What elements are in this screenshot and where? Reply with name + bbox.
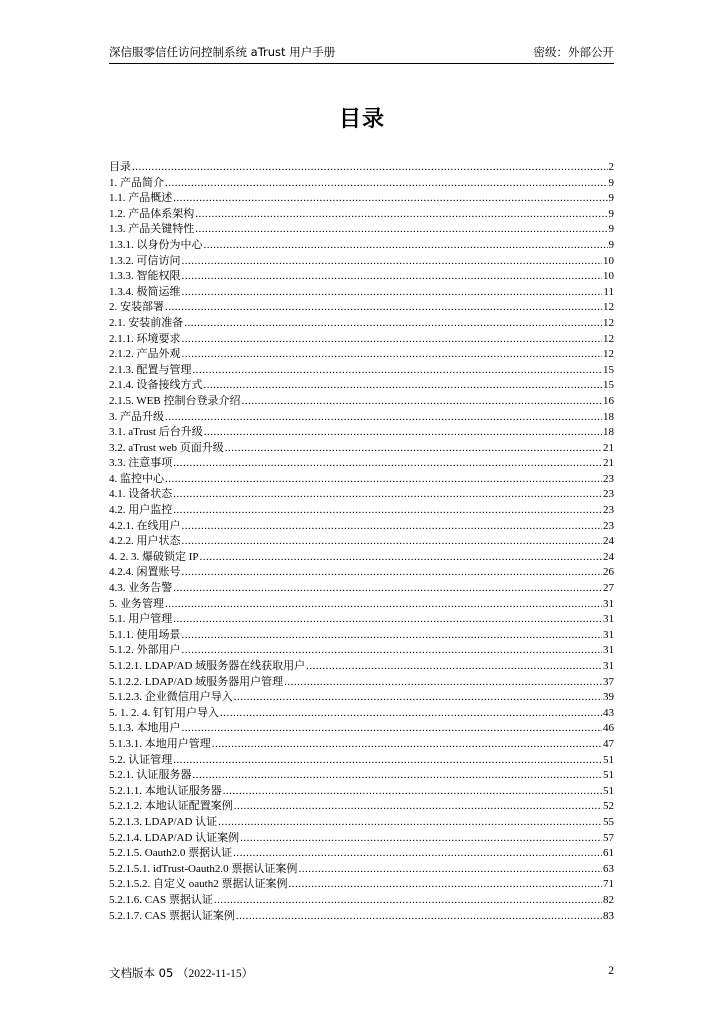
toc-dot-leader: [182, 269, 603, 285]
toc-entry-page: 10: [603, 270, 614, 283]
toc-entry-title: 5.1.2.3. 企业微信用户导入: [109, 691, 233, 704]
toc-entry[interactable]: [109, 846, 614, 862]
toc-entry[interactable]: [109, 519, 614, 535]
toc-dot-leader: [220, 706, 602, 722]
toc-dot-leader: [223, 784, 602, 800]
toc-entry[interactable]: [109, 503, 614, 519]
toc-entry-page: 51: [603, 753, 614, 766]
toc-dot-leader: [173, 191, 607, 207]
toc-entry-title: 5.1.2.1. LDAP/AD 域服务器在线获取用户: [109, 660, 306, 672]
toc-dot-leader: [195, 222, 607, 238]
toc-dot-leader: [173, 456, 602, 472]
toc-entry[interactable]: [109, 425, 614, 441]
toc-entry-title: 5. 1. 2. 4. 钉钉用户导入: [109, 706, 219, 719]
toc-entry-title: 5.2.1.5.2. 自定义 oauth2 票据认证案例: [109, 878, 288, 891]
toc-entry-title: 3.2. aTrust web 页面升级: [109, 441, 224, 454]
toc-entry[interactable]: [109, 893, 614, 909]
toc-dot-leader: [236, 909, 602, 925]
toc-dot-leader: [242, 394, 603, 410]
toc-dot-leader: [288, 877, 602, 893]
toc-entry-title: 4.2.1. 在线用户: [109, 519, 181, 532]
toc-entry[interactable]: [109, 191, 614, 207]
toc-entry-title: 1.2. 产品体系架构: [109, 207, 195, 220]
page-header: [109, 44, 614, 64]
toc-entry-title: 1. 产品简介: [109, 176, 164, 189]
toc-entry-title: 4. 监控中心: [109, 472, 164, 485]
toc-dot-leader: [212, 737, 602, 753]
toc-entry-page: 52: [603, 800, 614, 813]
toc-entry-title: 5.2.1.5.1. idTrust-Oauth2.0 票据认证案例: [109, 862, 298, 875]
toc-entry-page: 12: [603, 301, 614, 314]
toc-entry-title: 3. 产品升级: [109, 410, 164, 423]
toc-dot-leader: [214, 893, 602, 909]
toc-entry[interactable]: [109, 565, 614, 581]
toc-dot-leader: [182, 643, 603, 659]
toc-dot-leader: [173, 487, 602, 503]
toc-entry-title: 1.3.1. 以身份为中心: [109, 238, 203, 251]
toc-entry-page: 23: [603, 504, 614, 517]
toc-dot-leader: [182, 534, 603, 550]
toc-entry-page: 12: [603, 348, 614, 361]
toc-dot-leader: [165, 410, 602, 426]
toc-entry[interactable]: [109, 768, 614, 784]
toc-entry-page: 51: [603, 769, 614, 782]
toc-entry-title: 5.1.1. 使用场景: [109, 628, 181, 641]
toc-entry-title: 2.1.3. 配置与管理: [109, 363, 192, 376]
toc-entry-page: 43: [603, 706, 614, 719]
toc-dot-leader: [184, 316, 602, 332]
toc-entry-title: 5.1.3. 本地用户: [109, 722, 181, 735]
toc-entry[interactable]: [109, 628, 614, 644]
document-date: （2022-11-15）: [176, 968, 254, 980]
toc-dot-leader: [306, 659, 602, 675]
page-footer: [109, 965, 614, 981]
toc-entry-page: 11: [603, 285, 614, 298]
toc-entry-title: 5.2. 认证管理: [109, 753, 173, 766]
toc-entry[interactable]: [109, 269, 614, 285]
toc-entry-page: 24: [603, 550, 614, 563]
toc-dot-leader: [132, 160, 608, 176]
toc-entry[interactable]: [109, 612, 614, 628]
toc-dot-leader: [204, 238, 608, 254]
toc-entry[interactable]: [109, 690, 614, 706]
toc-entry[interactable]: [109, 815, 614, 831]
toc-dot-leader: [193, 363, 603, 379]
toc-dot-leader: [182, 347, 603, 363]
toc-entry-title: 5.2.1.1. 本地认证服务器: [109, 784, 222, 797]
toc-entry[interactable]: [109, 550, 614, 566]
toc-entry-page: 57: [603, 831, 614, 844]
toc-entry-page: 83: [603, 909, 614, 922]
toc-entry-title: 5.1.2. 外部用户: [109, 644, 181, 657]
toc-entry-title: 4. 2. 3. 爆破锁定 IP: [109, 550, 199, 563]
toc-entry-title: 4.2.2. 用户状态: [109, 535, 181, 548]
toc-entry-page: 23: [603, 519, 614, 532]
toc-entry[interactable]: [109, 487, 614, 503]
toc-entry-page: 12: [603, 332, 614, 345]
toc-dot-leader: [234, 799, 602, 815]
toc-entry-title: 目录: [109, 161, 131, 173]
toc-entry-page: 21: [603, 457, 614, 470]
toc-dot-leader: [204, 378, 603, 394]
toc-entry[interactable]: [109, 254, 614, 270]
toc-entry[interactable]: [109, 909, 614, 925]
toc-entry[interactable]: [109, 659, 614, 675]
toc-dot-leader: [225, 441, 602, 457]
toc-entry-title: 5.2.1.4. LDAP/AD 认证案例: [109, 831, 240, 844]
toc-entry-page: 31: [603, 644, 614, 657]
footer-version-block: [109, 965, 253, 981]
toc-entry[interactable]: [109, 831, 614, 847]
toc-entry[interactable]: [109, 363, 614, 379]
toc-entry-page: 82: [603, 893, 614, 906]
toc-dot-leader: [240, 831, 602, 847]
toc-entry-page: 47: [603, 737, 614, 750]
toc-entry[interactable]: [109, 410, 614, 426]
toc-entry[interactable]: [109, 784, 614, 800]
toc-entry-title: 2.1.5. WEB 控制台登录介绍: [109, 394, 241, 407]
toc-entry-title: 2.1.1. 环境要求: [109, 332, 181, 345]
toc-entry[interactable]: [109, 706, 614, 722]
toc-entry-page: 21: [603, 441, 614, 454]
page-number: 2: [608, 965, 614, 977]
toc-entry-title: 4.2. 用户监控: [109, 504, 173, 517]
toc-entry[interactable]: [109, 378, 614, 394]
toc-entry[interactable]: [109, 207, 614, 223]
toc-dot-leader: [298, 862, 602, 878]
toc-entry[interactable]: [109, 300, 614, 316]
classification-label: 密级：外部公开: [533, 45, 614, 59]
toc-entry-page: 31: [603, 628, 614, 641]
toc-entry[interactable]: [109, 581, 614, 597]
toc-entry[interactable]: [109, 737, 614, 753]
toc-entry-title: 1.3.2. 可信访问: [109, 254, 181, 267]
toc-entry[interactable]: [109, 597, 614, 613]
toc-entry-page: 63: [603, 862, 614, 875]
toc-dot-leader: [173, 581, 602, 597]
toc-entry-page: 24: [603, 535, 614, 548]
toc-entry-page: 37: [603, 675, 614, 688]
toc-entry-title: 5.1. 用户管理: [109, 613, 173, 626]
toc-entry-title: 3.3. 注意事项: [109, 457, 173, 470]
toc-entry-title: 2.1.4. 设备接线方式: [109, 379, 203, 392]
toc-dot-leader: [218, 815, 602, 831]
toc-dot-leader: [165, 472, 602, 488]
toc-dot-leader: [182, 285, 603, 301]
toc-entry[interactable]: [109, 862, 614, 878]
toc-entry[interactable]: [109, 753, 614, 769]
toc-entry[interactable]: [109, 316, 614, 332]
toc-entry-page: 15: [603, 379, 614, 392]
toc-entry-page: 46: [603, 722, 614, 735]
toc-entry-title: 5.1.2.2. LDAP/AD 域服务器用户管理: [109, 675, 284, 688]
toc-dot-leader: [233, 846, 602, 862]
toc-entry-title: 4.1. 设备状态: [109, 488, 173, 501]
toc-entry-page: 16: [603, 394, 614, 407]
toc-dot-leader: [204, 425, 602, 441]
toc-entry-title: 5. 业务管理: [109, 597, 164, 610]
toc-entry-page: 55: [603, 815, 614, 828]
toc-entry-title: 1.3.4. 极简运维: [109, 285, 181, 298]
toc-entry-page: 12: [603, 316, 614, 329]
toc-entry-title: 2.1. 安装前准备: [109, 316, 184, 329]
toc-entry-title: 5.2.1.2. 本地认证配置案例: [109, 800, 233, 813]
toc-entry-page: 31: [603, 597, 614, 610]
toc-dot-leader: [182, 721, 603, 737]
toc-entry-page: 26: [603, 566, 614, 579]
toc-entry-title: 3.1. aTrust 后台升级: [109, 426, 203, 439]
toc-dot-leader: [182, 332, 603, 348]
toc-entry-page: 31: [603, 613, 614, 626]
toc-dot-leader: [234, 690, 602, 706]
toc-entry-title: 4.3. 业务告警: [109, 582, 173, 595]
toc-entry[interactable]: [109, 721, 614, 737]
toc-entry-page: 9: [608, 176, 614, 189]
toc-entry-page: 2: [608, 161, 614, 173]
toc-entry[interactable]: [109, 675, 614, 691]
toc-dot-leader: [182, 254, 603, 270]
toc-dot-leader: [182, 519, 603, 535]
toc-entry-title: 2.1.2. 产品外观: [109, 348, 181, 361]
toc-entry-title: 5.1.3.1. 本地用户管理: [109, 737, 211, 750]
toc-entry-title: 5.2.1.5. Oauth2.0 票据认证: [109, 847, 233, 860]
toc-dot-leader: [200, 550, 602, 566]
toc-entry-page: 71: [603, 878, 614, 891]
toc-entry-page: 10: [603, 254, 614, 267]
toc-entry-page: 23: [603, 488, 614, 501]
toc-entry-page: 15: [603, 363, 614, 376]
toc-entry-page: 9: [608, 238, 614, 251]
toc-entry[interactable]: [109, 441, 614, 457]
toc-entry[interactable]: [109, 456, 614, 472]
toc-entry[interactable]: [109, 222, 614, 238]
toc-dot-leader: [173, 503, 602, 519]
toc-entry-title: 5.2.1.3. LDAP/AD 认证: [109, 815, 218, 828]
toc-entry[interactable]: [109, 176, 614, 192]
toc-entry-title: 4.2.4. 闲置账号: [109, 566, 181, 579]
toc-entry[interactable]: [109, 799, 614, 815]
toc-entry[interactable]: [109, 472, 614, 488]
toc-dot-leader: [165, 300, 602, 316]
toc-entry-title: 1.3.3. 智能权限: [109, 270, 181, 283]
toc-entry[interactable]: [109, 285, 614, 301]
toc-entry[interactable]: [109, 347, 614, 363]
document-title: 深信服零信任访问控制系统 aTrust 用户手册: [109, 45, 336, 59]
toc-entry-title: 5.2.1. 认证服务器: [109, 769, 192, 782]
toc-entry-title: 2. 安装部署: [109, 301, 164, 314]
toc-entry-page: 27: [603, 582, 614, 595]
toc-entry-page: 23: [603, 472, 614, 485]
toc-dot-leader: [173, 753, 602, 769]
toc-dot-leader: [284, 675, 602, 691]
toc-entry[interactable]: [109, 332, 614, 348]
toc-dot-leader: [182, 628, 603, 644]
page-title: 目录: [338, 107, 385, 132]
toc-entry[interactable]: [109, 534, 614, 550]
toc-entry[interactable]: [109, 238, 614, 254]
toc-entry-page: 31: [603, 660, 614, 672]
document-version: 文档版本 05: [109, 966, 174, 980]
toc-entry-page: 18: [603, 426, 614, 439]
toc-entry-title: 5.2.1.7. CAS 票据认证案例: [109, 909, 235, 922]
toc-dot-leader: [173, 612, 602, 628]
toc-dot-leader: [165, 597, 602, 613]
toc-entry[interactable]: [109, 160, 614, 176]
toc-dot-leader: [182, 565, 603, 581]
toc-entry-title: 5.2.1.6. CAS 票据认证: [109, 893, 213, 906]
toc-entry-page: 9: [608, 207, 614, 220]
toc-entry[interactable]: [109, 877, 614, 893]
toc-entry-page: 51: [603, 784, 614, 797]
toc-entry-page: 18: [603, 410, 614, 423]
toc-entry-title: 1.1. 产品概述: [109, 192, 173, 205]
toc-entry-page: 9: [608, 223, 614, 236]
toc-entry-page: 61: [603, 847, 614, 860]
toc-dot-leader: [165, 176, 608, 192]
toc-entry-title: 1.3. 产品关键特性: [109, 223, 195, 236]
toc-dot-leader: [195, 207, 607, 223]
toc-dot-leader: [193, 768, 603, 784]
toc-entry-page: 9: [608, 192, 614, 205]
toc-entry[interactable]: [109, 643, 614, 659]
toc-entry-page: 39: [603, 691, 614, 704]
table-of-contents: [109, 160, 614, 924]
toc-entry[interactable]: [109, 394, 614, 410]
